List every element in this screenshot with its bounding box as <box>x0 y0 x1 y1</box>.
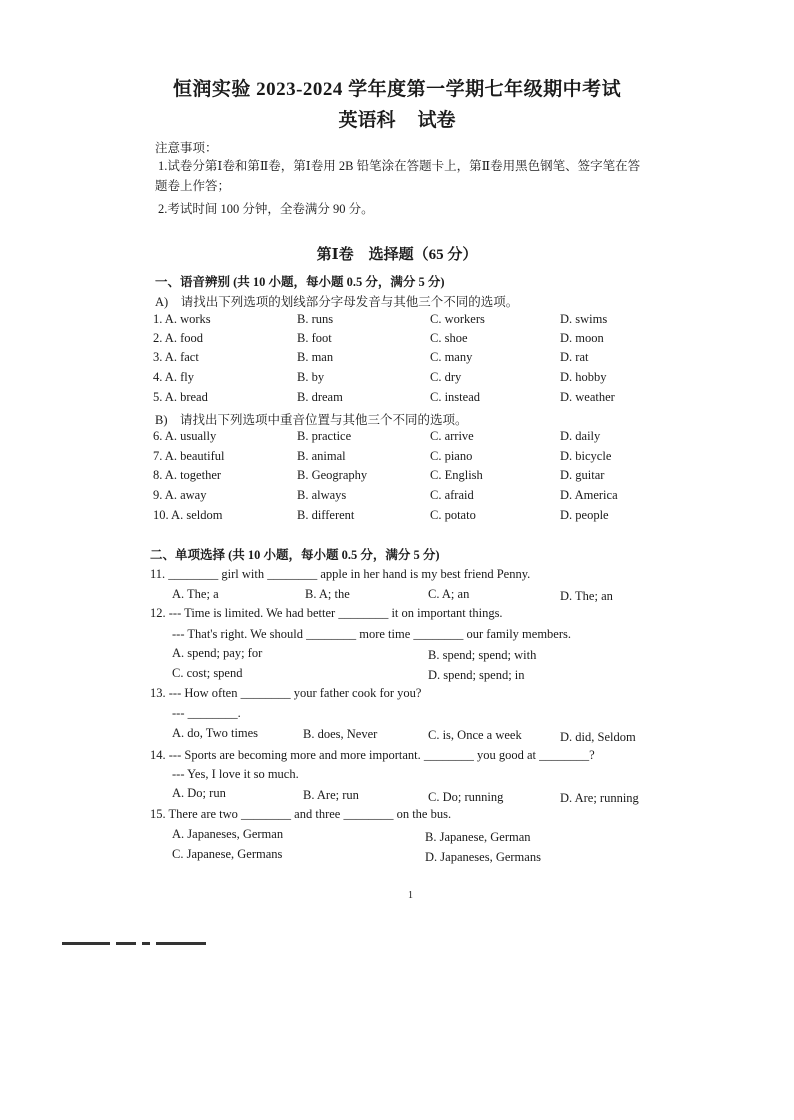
part-1-title: 第Ⅰ卷 选择题（65 分） <box>316 247 478 263</box>
option-a: A. Do; run <box>172 786 226 800</box>
option-d: D. daily <box>560 429 601 443</box>
option-c: C. A; an <box>428 587 470 601</box>
option-c: C. afraid <box>430 488 474 502</box>
option-d: D. Are; running <box>560 791 639 805</box>
part-a-instruction: A) 请找出下列选项的划线部分字母发音与其他三个不同的选项。 <box>155 295 519 309</box>
option-b: B. Geography <box>297 468 368 482</box>
option-a: 2. A. food <box>153 331 203 345</box>
option-c: C. Japanese, Germans <box>172 847 283 861</box>
question-13-line-2: --- ________. <box>172 706 241 720</box>
option-a: A. spend; pay; for <box>172 646 263 660</box>
option-b: B. dream <box>297 390 343 404</box>
option-a: 9. A. away <box>153 488 207 502</box>
exam-subtitle <box>0 105 794 132</box>
notice-item-2: 2.考试时间 100 分钟，全卷满分 90 分。 <box>158 202 374 216</box>
subject-label: 英语科 <box>338 110 396 131</box>
section-1-heading: 一、语音辨别 (共 10 小题，每小题 0.5 分，满分 5 分) <box>155 275 445 289</box>
option-c: C. Do; running <box>428 790 504 804</box>
option-a: 7. A. beautiful <box>153 449 225 463</box>
option-b: B. by <box>297 370 325 384</box>
question-row <box>0 350 794 368</box>
scan-artifact <box>62 940 212 948</box>
option-d: D. America <box>560 488 618 502</box>
option-c: C. arrive <box>430 429 474 443</box>
option-c: C. is, Once a week <box>428 728 522 742</box>
option-d: D. moon <box>560 331 604 345</box>
option-a: 3. A. fact <box>153 350 199 364</box>
option-b: B. spend; spend; with <box>428 648 537 662</box>
option-a: 1. A. works <box>153 312 211 326</box>
option-d: D. The; an <box>560 589 613 603</box>
question-row <box>0 429 794 447</box>
option-a: 4. A. fly <box>153 370 194 384</box>
option-d: D. weather <box>560 390 615 404</box>
question-row <box>0 488 794 506</box>
option-b: B. A; the <box>305 587 350 601</box>
option-b: B. practice <box>297 429 352 443</box>
option-d: D. did, Seldom <box>560 730 636 744</box>
question-15: 15. There are two ________ and three ________ on the bus. <box>150 807 452 821</box>
part-b-instruction: B) 请找出下列选项中重音位置与其他三个不同的选项。 <box>155 413 468 427</box>
paper-label: 试卷 <box>417 110 456 131</box>
question-14: 14. --- Sports are becoming more and more important. ________ you good at ________? <box>150 748 595 762</box>
option-d: D. Japaneses, Germans <box>425 850 541 864</box>
option-a: A. Japaneses, German <box>172 827 284 841</box>
question-12-line-2: --- That's right. We should ________ more time ________ our family members. <box>172 627 571 641</box>
option-a: A. The; a <box>172 587 219 601</box>
option-d: D. guitar <box>560 468 605 482</box>
option-d: D. rat <box>560 350 589 364</box>
question-row <box>0 390 794 408</box>
option-b: B. does, Never <box>303 727 378 741</box>
page-number: 1 <box>408 890 413 901</box>
option-a: 6. A. usually <box>153 429 217 443</box>
option-d: D. spend; spend; in <box>428 668 525 682</box>
question-row <box>0 449 794 467</box>
option-c: C. instead <box>430 390 480 404</box>
option-c: C. cost; spend <box>172 666 243 680</box>
option-c: C. many <box>430 350 473 364</box>
option-b: B. runs <box>297 312 334 326</box>
option-a: 10. A. seldom <box>153 508 223 522</box>
notice-item-1: 1.试卷分第Ⅰ卷和第Ⅱ卷，第Ⅰ卷用 2B 铅笔涂在答题卡上，第Ⅱ卷用黑色钢笔、签字笔在答 <box>158 159 641 173</box>
option-d: D. people <box>560 508 609 522</box>
option-b: B. man <box>297 350 334 364</box>
option-c: C. shoe <box>430 331 468 345</box>
question-13: 13. --- How often ________ your father cook for you? <box>150 686 422 700</box>
option-a: A. do, Two times <box>172 726 259 740</box>
option-b: B. foot <box>297 331 332 345</box>
option-c: C. workers <box>430 312 485 326</box>
option-a: 5. A. bread <box>153 390 208 404</box>
question-row <box>0 312 794 330</box>
option-b: B. always <box>297 488 347 502</box>
section-2-heading: 二、单项选择 (共 10 小题，每小题 0.5 分，满分 5 分) <box>150 548 440 562</box>
question-row <box>0 331 794 349</box>
exam-title: 恒润实验 2023-2024 学年度第一学期七年级期中考试 <box>172 79 622 100</box>
option-c: C. potato <box>430 508 476 522</box>
option-c: C. dry <box>430 370 462 384</box>
option-b: B. different <box>297 508 355 522</box>
option-b: B. Japanese, German <box>425 830 531 844</box>
option-d: D. bicycle <box>560 449 612 463</box>
question-row <box>0 508 794 526</box>
option-a: 8. A. together <box>153 468 222 482</box>
option-c: C. English <box>430 468 483 482</box>
option-d: D. hobby <box>560 370 607 384</box>
option-b: B. animal <box>297 449 346 463</box>
option-c: C. piano <box>430 449 473 463</box>
question-12: 12. --- Time is limited. We had better ________ it on important things. <box>150 606 503 620</box>
question-row <box>0 468 794 486</box>
option-d: D. swims <box>560 312 608 326</box>
notice-heading: 注意事项： <box>155 141 218 155</box>
question-11: 11. ________ girl with ________ apple in her hand is my best friend Penny. <box>150 567 531 581</box>
notice-item-1-cont: 题卷上作答； <box>155 179 231 193</box>
question-14-line-2: --- Yes, I love it so much. <box>172 767 299 781</box>
question-row <box>0 370 794 388</box>
option-b: B. Are; run <box>303 788 359 802</box>
